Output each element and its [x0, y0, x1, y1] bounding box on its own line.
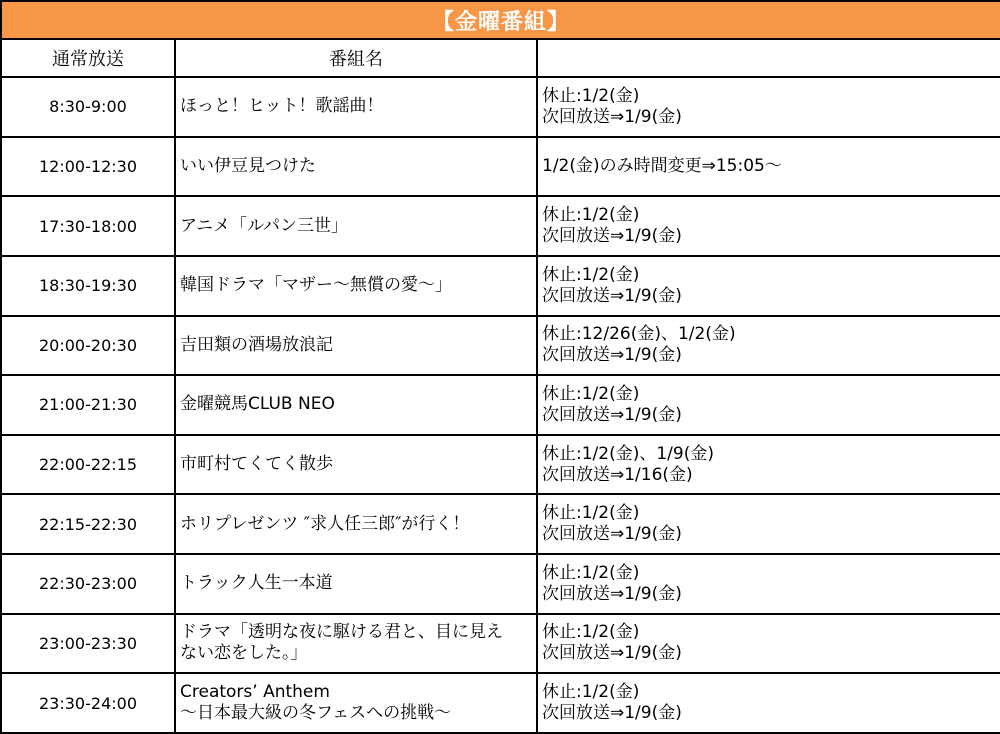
notes-cell: [537, 614, 1000, 674]
program-line: Creators’ Anthem: [180, 682, 330, 703]
notes-cell: [537, 77, 1000, 137]
program-line: ホリプレゼンツ ″求人任三郎″が行く！: [180, 513, 470, 534]
program-line: トラック人生一本道: [180, 573, 333, 594]
program-cell: [175, 77, 537, 137]
program-line: ～日本最大級の冬フェスへの挑戦～: [180, 703, 452, 724]
program-cell: [175, 614, 537, 674]
notes-line: 休止:1/2(金): [542, 383, 640, 404]
program-cell: [175, 494, 537, 554]
notes-line: 次回放送⇒1/9(金): [542, 285, 682, 306]
notes-line: 休止:12/26(金)、1/2(金): [542, 324, 736, 345]
time-cell: 21:00-21:30: [1, 375, 175, 435]
time-cell: 20:00-20:30: [1, 316, 175, 376]
table-row: [1, 316, 1000, 376]
notes-cell: [537, 375, 1000, 435]
notes-line: 休止:1/2(金): [542, 85, 640, 106]
time-cell: 18:30-19:30: [1, 256, 175, 316]
time-cell: 12:00-12:30: [1, 137, 175, 197]
notes-line: 休止:1/2(金): [542, 503, 640, 524]
header-row: [1, 39, 1000, 77]
table-row: [1, 137, 1000, 197]
table-row: [1, 554, 1000, 614]
notes-cell: [537, 494, 1000, 554]
notes-line: 次回放送⇒1/9(金): [542, 643, 682, 664]
table-row: [1, 375, 1000, 435]
table-row: [1, 256, 1000, 316]
program-line: 市町村てくてく散歩: [180, 454, 333, 475]
notes-line: 次回放送⇒1/9(金): [542, 404, 682, 425]
header-notes: [537, 39, 1000, 77]
program-cell: [175, 256, 537, 316]
notes-line: 1/2(金)のみ時間変更⇒15:05～: [542, 155, 782, 176]
program-cell: [175, 316, 537, 376]
program-line: ない恋をした。」: [180, 643, 308, 664]
notes-cell: [537, 554, 1000, 614]
program-cell: [175, 137, 537, 197]
time-cell: 8:30-9:00: [1, 77, 175, 137]
header-time: 通常放送: [1, 39, 175, 77]
title-row: [1, 1, 1000, 39]
time-cell: 22:15-22:30: [1, 494, 175, 554]
program-line: 吉田類の酒場放浪記: [180, 334, 333, 355]
program-cell: [175, 196, 537, 256]
table-row: [1, 673, 1000, 733]
program-line: いい伊豆見つけた: [180, 155, 316, 176]
program-line: アニメ「ルパン三世」: [180, 215, 348, 236]
notes-cell: [537, 137, 1000, 197]
program-cell: [175, 673, 537, 733]
notes-line: 次回放送⇒1/9(金): [542, 703, 682, 724]
time-cell: 23:00-23:30: [1, 614, 175, 674]
notes-line: 休止:1/2(金)、1/9(金): [542, 443, 714, 464]
program-line: ドラマ「透明な夜に駆ける君と、目に見え: [180, 622, 503, 643]
notes-line: 次回放送⇒1/16(金): [542, 464, 693, 485]
table-row: [1, 77, 1000, 137]
time-cell: 22:30-23:00: [1, 554, 175, 614]
notes-line: 次回放送⇒1/9(金): [542, 345, 682, 366]
notes-line: 休止:1/2(金): [542, 562, 640, 583]
header-program: 番組名: [175, 39, 537, 77]
table-row: [1, 435, 1000, 495]
program-cell: [175, 554, 537, 614]
time-cell: 23:30-24:00: [1, 673, 175, 733]
time-cell: 22:00-22:15: [1, 435, 175, 495]
notes-cell: [537, 316, 1000, 376]
notes-line: 次回放送⇒1/9(金): [542, 106, 682, 127]
notes-line: 休止:1/2(金): [542, 205, 640, 226]
program-line: 韓国ドラマ「マザー～無償の愛～」: [180, 275, 452, 296]
notes-cell: [537, 435, 1000, 495]
program-line: 金曜競馬CLUB NEO: [180, 394, 335, 415]
notes-line: 次回放送⇒1/9(金): [542, 524, 682, 545]
table-row: [1, 614, 1000, 674]
notes-cell: [537, 196, 1000, 256]
notes-cell: [537, 673, 1000, 733]
notes-line: 休止:1/2(金): [542, 682, 640, 703]
program-line: ほっと！ヒット！歌謡曲！: [180, 96, 384, 117]
notes-cell: [537, 256, 1000, 316]
program-cell: [175, 375, 537, 435]
notes-line: 次回放送⇒1/9(金): [542, 583, 682, 604]
notes-line: 休止:1/2(金): [542, 264, 640, 285]
notes-line: 次回放送⇒1/9(金): [542, 226, 682, 247]
time-cell: 17:30-18:00: [1, 196, 175, 256]
notes-line: 休止:1/2(金): [542, 622, 640, 643]
table-row: [1, 196, 1000, 256]
program-cell: [175, 435, 537, 495]
table-row: [1, 494, 1000, 554]
table-title: 【金曜番組】: [1, 1, 1000, 39]
